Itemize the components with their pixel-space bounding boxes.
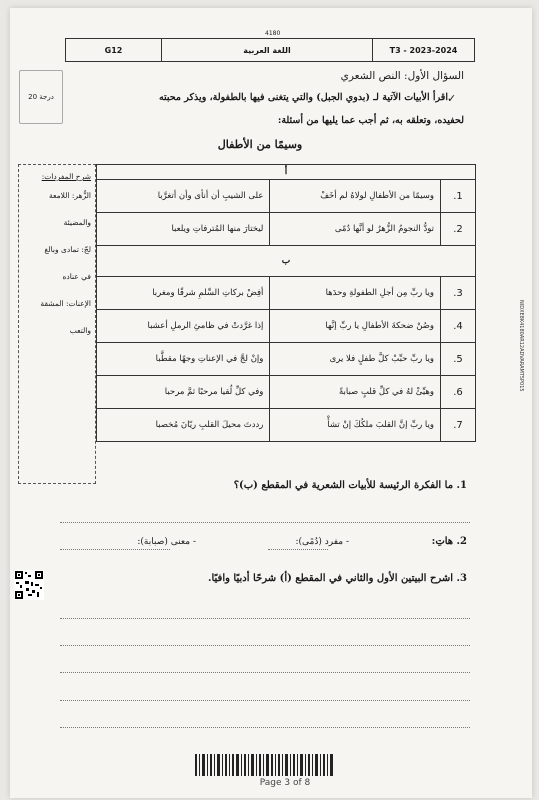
verse-number: 1. bbox=[441, 180, 476, 213]
poem-table bbox=[96, 164, 476, 442]
verse-row bbox=[97, 409, 476, 442]
section-a-label: أ bbox=[97, 165, 476, 180]
verse-row bbox=[97, 277, 476, 310]
answer-line[interactable] bbox=[60, 618, 470, 619]
question-heading: السؤال الأول: النص الشعري bbox=[340, 70, 464, 82]
verse-second-half: وفي كلِّ لُقيا مرحبًا ثمَّ مرحبا bbox=[97, 376, 270, 409]
section-b-label: ب bbox=[97, 246, 476, 277]
verse-second-half: أفِضْ بركاتِ السِّلمِ شرقًا ومغربا bbox=[97, 277, 270, 310]
glossary-line: الزُّهر: اللامعة bbox=[48, 191, 91, 200]
verse-number: 5. bbox=[441, 343, 476, 376]
grade-box-label: 20 درجة bbox=[28, 93, 54, 101]
verse-row bbox=[97, 213, 476, 246]
verse-second-half: ليختارَ منها المُترفاتِ ويلعبا bbox=[97, 213, 270, 246]
term-label: T3 - 2023-2024 bbox=[389, 45, 458, 55]
verse-number: 6. bbox=[441, 376, 476, 409]
page-number: Page 3 of 8 bbox=[259, 778, 311, 788]
verse-second-half: على الشيبِ أن أنأى وأن أتغرَّبا bbox=[97, 180, 270, 213]
subject-label: اللغة العربية bbox=[243, 45, 291, 55]
glossary-line: لجّ: تمادى وبالغ bbox=[44, 245, 91, 254]
qr-code-icon bbox=[14, 570, 44, 600]
verse-first-half: ويا ربِّ مِن أجلِ الطفولةِ وحدَها bbox=[270, 277, 441, 310]
grade-label: G12 bbox=[104, 45, 123, 55]
side-code: NIDXE8K4180AR12ADVARAMT5P015 bbox=[518, 300, 524, 392]
answer-line[interactable] bbox=[60, 549, 170, 550]
verse-row bbox=[97, 310, 476, 343]
verse-number: 3. bbox=[441, 277, 476, 310]
verse-first-half: وصُنْ ضحكةَ الأطفالِ يا ربِّ إنَّها bbox=[270, 310, 441, 343]
question-3: 3. اشرح البيتين الأول والثاني في المقطع (أ) شرحًا أدبيًا وافيًا. bbox=[208, 573, 467, 584]
glossary-box bbox=[18, 164, 96, 484]
verse-first-half: وهيِّئْ لهُ في كلِّ قلبٍ صبابةً bbox=[270, 376, 441, 409]
verse-first-half: تودُّ النجومُ الزُّهرُ لو أنَّها دُمًى bbox=[270, 213, 441, 246]
answer-line[interactable] bbox=[60, 672, 470, 673]
glossary-line: والمضيئة bbox=[63, 218, 91, 227]
verse-first-half: وسيمًا من الأطفالِ لولاهُ لم أخَفْ bbox=[270, 180, 441, 213]
verse-row bbox=[97, 376, 476, 409]
verse-number: 4. bbox=[441, 310, 476, 343]
answer-line[interactable] bbox=[60, 700, 470, 701]
header-code: 4180 bbox=[265, 30, 281, 37]
glossary-line: والتعب bbox=[69, 326, 91, 335]
glossary-line: في عناده bbox=[62, 272, 91, 281]
verse-number: 7. bbox=[441, 409, 476, 442]
verse-second-half: وإنْ لجَّ في الإعناتِ وجهًا مقطَّبا bbox=[97, 343, 270, 376]
instruction-line-2: لحفيده، وتعلقه به، ثم أجب عما يليها من أسئلة: bbox=[277, 115, 464, 126]
verse-number: 2. bbox=[441, 213, 476, 246]
question-2b: - معنى (صبابة): bbox=[137, 537, 196, 547]
answer-line[interactable] bbox=[60, 645, 470, 646]
verse-second-half: إذا غرَّدتْ في ظامئِ الرملِ أعشبا bbox=[97, 310, 270, 343]
verse-row bbox=[97, 343, 476, 376]
verse-row bbox=[97, 180, 476, 213]
glossary-line: الإعنات: المشقة bbox=[40, 299, 91, 308]
barcode-icon bbox=[195, 754, 335, 776]
verse-first-half: ويا ربِّ حبِّبْ كلَّ طفلٍ فلا يرى bbox=[270, 343, 441, 376]
answer-line[interactable] bbox=[60, 727, 470, 728]
instruction-line-1: اقرأ الأبيات الآتية لـ (بدوي الجبل) والتي يتغنى فيها بالطفولة، ويذكر محبته bbox=[158, 92, 448, 103]
question-2a: - مفرد (دُمًى): bbox=[295, 537, 349, 547]
question-1: 1. ما الفكرة الرئيسة للأبيات الشعرية في المقطع (ب)؟ bbox=[233, 480, 467, 491]
verse-second-half: رددتَ محيلَ القلبِ ريّانَ مُخصبا bbox=[97, 409, 270, 442]
answer-line[interactable] bbox=[60, 522, 470, 523]
exam-header bbox=[65, 38, 475, 62]
check-mark-icon: ✓ bbox=[447, 92, 457, 105]
verse-first-half: ويا ربِّ إنَّ القلبَ ملكُكَ إنْ تشأْ bbox=[270, 409, 441, 442]
question-2-label: 2. هاتِ: bbox=[431, 536, 467, 547]
poem-title: وسيمًا من الأطفال bbox=[217, 138, 303, 151]
glossary-title: شرح المفردات: bbox=[41, 172, 91, 181]
answer-line[interactable] bbox=[268, 549, 328, 550]
